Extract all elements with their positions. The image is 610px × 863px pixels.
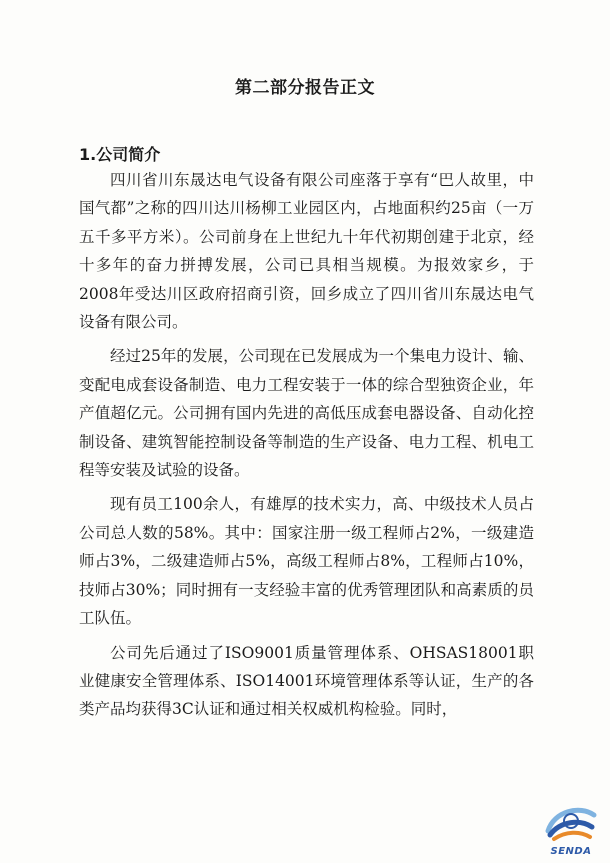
paragraph-intro: 四川省川东晟达电气设备有限公司座落于享有“巴人故里，中国气都”之称的四川达川杨柳工业园区内，占地面积约25亩（一万五千多平方米）。公司前身在上世纪九十年代初期创建于北京，经十多年的奋力拼搏发展，公司已具相当规模。为报效家乡，于2008年受达川区政府招商引资，回乡成立了四川省川东晟达电气设备有限公司。 [79, 171, 534, 332]
paragraph-development: 经过25年的发展，公司现在已发展成为一个集电力设计、输、变配电成套设备制造、电力工程安装于一体的综合型独资企业，年产值超亿元。公司拥有国内先进的高低压成套电器设备、自动化控制设备、建筑智能控制设备等制造的生产设备、电力工程、机电工程等安装及试验的设备。 [79, 347, 534, 480]
logo-text: SENDA [550, 846, 592, 857]
section-heading: 1.公司简介 [79, 145, 161, 164]
page-title: 第二部分报告正文 [235, 78, 375, 98]
paragraph-staff: 现有员工100余人，有雄厚的技术实力，高、中级技术人员占公司总人数的58%。其中：国家注册一级工程师占2%，一级建造师占3%，二级建造师占5%，高级工程师占8%，工程师占10%，技师占30%；同时拥有一支经验丰富的优秀管理团队和高素质的员工队伍。 [79, 495, 534, 628]
body-text [79, 166, 534, 730]
senda-logo-icon [540, 801, 602, 845]
senda-logo [540, 801, 602, 857]
paragraph-certification: 公司先后通过了ISO9001质量管理体系、OHSAS18001职业健康安全管理体系、ISO14001环境管理体系等认证，生产的各类产品均获得3C认证和通过相关权威机构检验。同时， [79, 643, 534, 719]
